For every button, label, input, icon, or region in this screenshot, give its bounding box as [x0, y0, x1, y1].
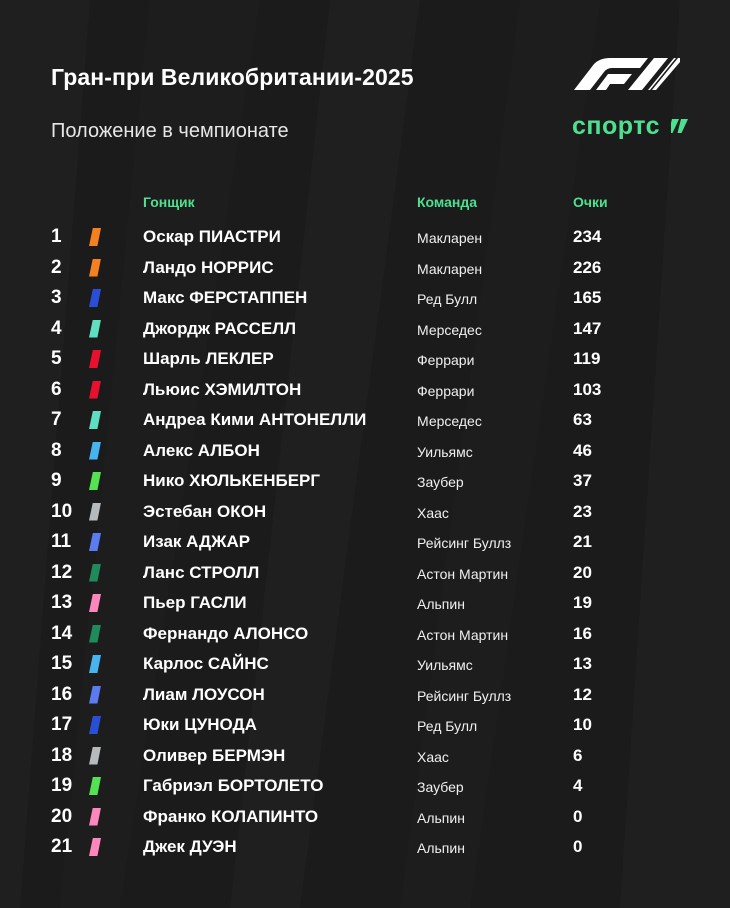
table-row: [0, 710, 730, 741]
team-color-marker: [89, 594, 101, 612]
points-value: 20: [573, 562, 592, 582]
points-value: 147: [573, 318, 602, 338]
driver-name: Оскар ПИАСТРИ: [143, 227, 281, 246]
table-row: [0, 222, 730, 253]
table-row: [0, 283, 730, 314]
team-color-marker: [89, 747, 101, 765]
points-value: 165: [573, 288, 602, 307]
table-row: [0, 802, 730, 833]
table-row: [0, 405, 730, 436]
team-name: Мерседес: [417, 321, 482, 338]
points-value: 23: [573, 501, 592, 521]
driver-name: Франко КОЛАПИНТО: [143, 806, 319, 826]
position: 15: [51, 653, 73, 674]
team-color-marker: [89, 228, 101, 246]
team-color-marker: [89, 381, 101, 399]
driver-name: Льюис ХЭМИЛТОН: [143, 379, 302, 399]
position: 16: [51, 683, 73, 705]
table-row: [0, 619, 730, 650]
driver-name: Ланс СТРОЛЛ: [143, 562, 260, 582]
points-value: 19: [573, 593, 592, 612]
table-row: [0, 771, 730, 802]
driver-name: Лиам ЛОУСОН: [143, 684, 265, 704]
team-name: Феррари: [417, 382, 475, 399]
column-header-driver: Гонщик: [143, 194, 195, 210]
points-value: 4: [573, 776, 583, 795]
position: 20: [51, 805, 73, 827]
driver-name: Джордж РАССЕЛЛ: [143, 318, 297, 338]
points-value: 16: [573, 623, 592, 643]
team-color-marker: [89, 442, 101, 460]
position: 11: [51, 531, 72, 552]
driver-name: Пьер ГАСЛИ: [143, 593, 247, 612]
position: 5: [51, 348, 62, 369]
team-color-marker: [89, 625, 101, 643]
position: 7: [51, 409, 62, 430]
position: 6: [51, 378, 62, 400]
team-color-marker: [89, 472, 101, 490]
driver-name: Юки ЦУНОДА: [143, 715, 257, 734]
team-color-marker: [89, 686, 101, 704]
table-row: [0, 680, 730, 711]
position: 14: [51, 622, 73, 644]
team-name: Астон Мартин: [417, 626, 509, 643]
team-color-marker: [89, 808, 101, 826]
position: 12: [51, 561, 73, 583]
team-name: Заубер: [417, 474, 464, 490]
team-name: Мерседес: [417, 413, 482, 429]
team-color-marker: [89, 533, 101, 551]
team-color-marker: [89, 716, 101, 734]
driver-name: Габриэл БОРТОЛЕТО: [143, 776, 324, 795]
position: 21: [51, 836, 73, 857]
team-name: Ред Булл: [417, 718, 478, 734]
table-row: [0, 558, 730, 589]
table-row: [0, 527, 730, 558]
driver-name: Карлос САЙНС: [143, 654, 269, 673]
team-name: Рейсинг Буллз: [417, 687, 512, 704]
driver-name: Андреа Кими АНТОНЕЛЛИ: [143, 410, 367, 429]
points-value: 13: [573, 654, 592, 673]
driver-name: Джек ДУЭН: [143, 837, 237, 856]
driver-name: Макс ФЕРСТАППЕН: [143, 288, 308, 307]
team-color-marker: [89, 503, 101, 521]
team-color-marker: [89, 350, 101, 368]
table-row: [0, 253, 730, 284]
position: 18: [51, 744, 73, 766]
points-value: 226: [573, 257, 602, 277]
team-name: Альпин: [417, 809, 465, 826]
standings-table: [0, 222, 730, 863]
table-row: [0, 588, 730, 619]
driver-name: Шарль ЛЕКЛЕР: [143, 349, 274, 368]
points-value: 103: [573, 379, 602, 399]
driver-name: Оливер БЕРМЭН: [143, 745, 286, 765]
team-name: Уильямс: [417, 657, 473, 673]
table-row: [0, 466, 730, 497]
team-color-marker: [89, 320, 101, 338]
table-row: [0, 832, 730, 863]
team-name: Хаас: [417, 748, 449, 765]
page-title: Гран-при Великобритании-2025: [51, 64, 414, 90]
team-name: Макларен: [417, 260, 483, 277]
column-header-points: Очки: [573, 194, 608, 210]
driver-name: Ландо НОРРИС: [143, 257, 274, 277]
points-value: 37: [573, 471, 592, 490]
team-color-marker: [89, 838, 101, 856]
position: 8: [51, 439, 62, 461]
position: 4: [51, 317, 62, 339]
team-color-marker: [89, 411, 101, 429]
points-value: 46: [573, 440, 592, 460]
team-name: Альпин: [417, 596, 465, 612]
position: 17: [51, 714, 73, 735]
team-color-marker: [89, 564, 101, 582]
team-color-marker: [89, 259, 101, 277]
team-name: Ред Булл: [417, 291, 478, 307]
points-value: 119: [573, 349, 601, 368]
points-value: 63: [573, 410, 592, 429]
driver-name: Нико ХЮЛЬКЕНБЕРГ: [143, 471, 321, 490]
team-color-marker: [89, 777, 101, 795]
team-name: Заубер: [417, 779, 464, 795]
team-name: Уильямс: [417, 443, 473, 460]
team-name: Феррари: [417, 352, 475, 368]
f1-logo-icon: [570, 56, 682, 90]
position: 19: [51, 775, 73, 796]
team-name: Рейсинг Буллз: [417, 535, 512, 551]
column-header-team: Команда: [417, 194, 477, 210]
points-value: 21: [573, 532, 592, 551]
points-value: 12: [573, 684, 592, 704]
table-row: [0, 344, 730, 375]
team-name: Альпин: [417, 840, 465, 856]
team-color-marker: [89, 655, 101, 673]
position: 9: [51, 470, 62, 491]
brand-logo: спортс: [572, 112, 661, 140]
table-row: [0, 497, 730, 528]
driver-name: Фернандо АЛОНСО: [143, 623, 309, 643]
page-subtitle: Положение в чемпионате: [51, 120, 289, 142]
driver-name: Эстебан ОКОН: [143, 501, 267, 521]
table-row: [0, 741, 730, 772]
driver-name: Алекс АЛБОН: [143, 440, 260, 460]
position: 10: [51, 500, 73, 522]
driver-name: Изак АДЖАР: [143, 532, 251, 551]
position: 3: [51, 287, 62, 308]
points-value: 6: [573, 745, 583, 765]
team-name: Макларен: [417, 230, 483, 246]
position: 13: [51, 592, 73, 613]
brand-mark-icon: [671, 119, 689, 133]
points-value: 0: [573, 806, 583, 826]
points-value: 10: [573, 715, 592, 734]
position: 2: [51, 256, 62, 278]
team-name: Хаас: [417, 504, 449, 521]
points-value: 0: [573, 837, 583, 856]
team-name: Астон Мартин: [417, 565, 509, 582]
table-row: [0, 436, 730, 467]
table-row: [0, 314, 730, 345]
points-value: 234: [573, 227, 602, 246]
table-row: [0, 649, 730, 680]
position: 1: [51, 226, 62, 247]
table-row: [0, 375, 730, 406]
team-color-marker: [89, 289, 101, 307]
